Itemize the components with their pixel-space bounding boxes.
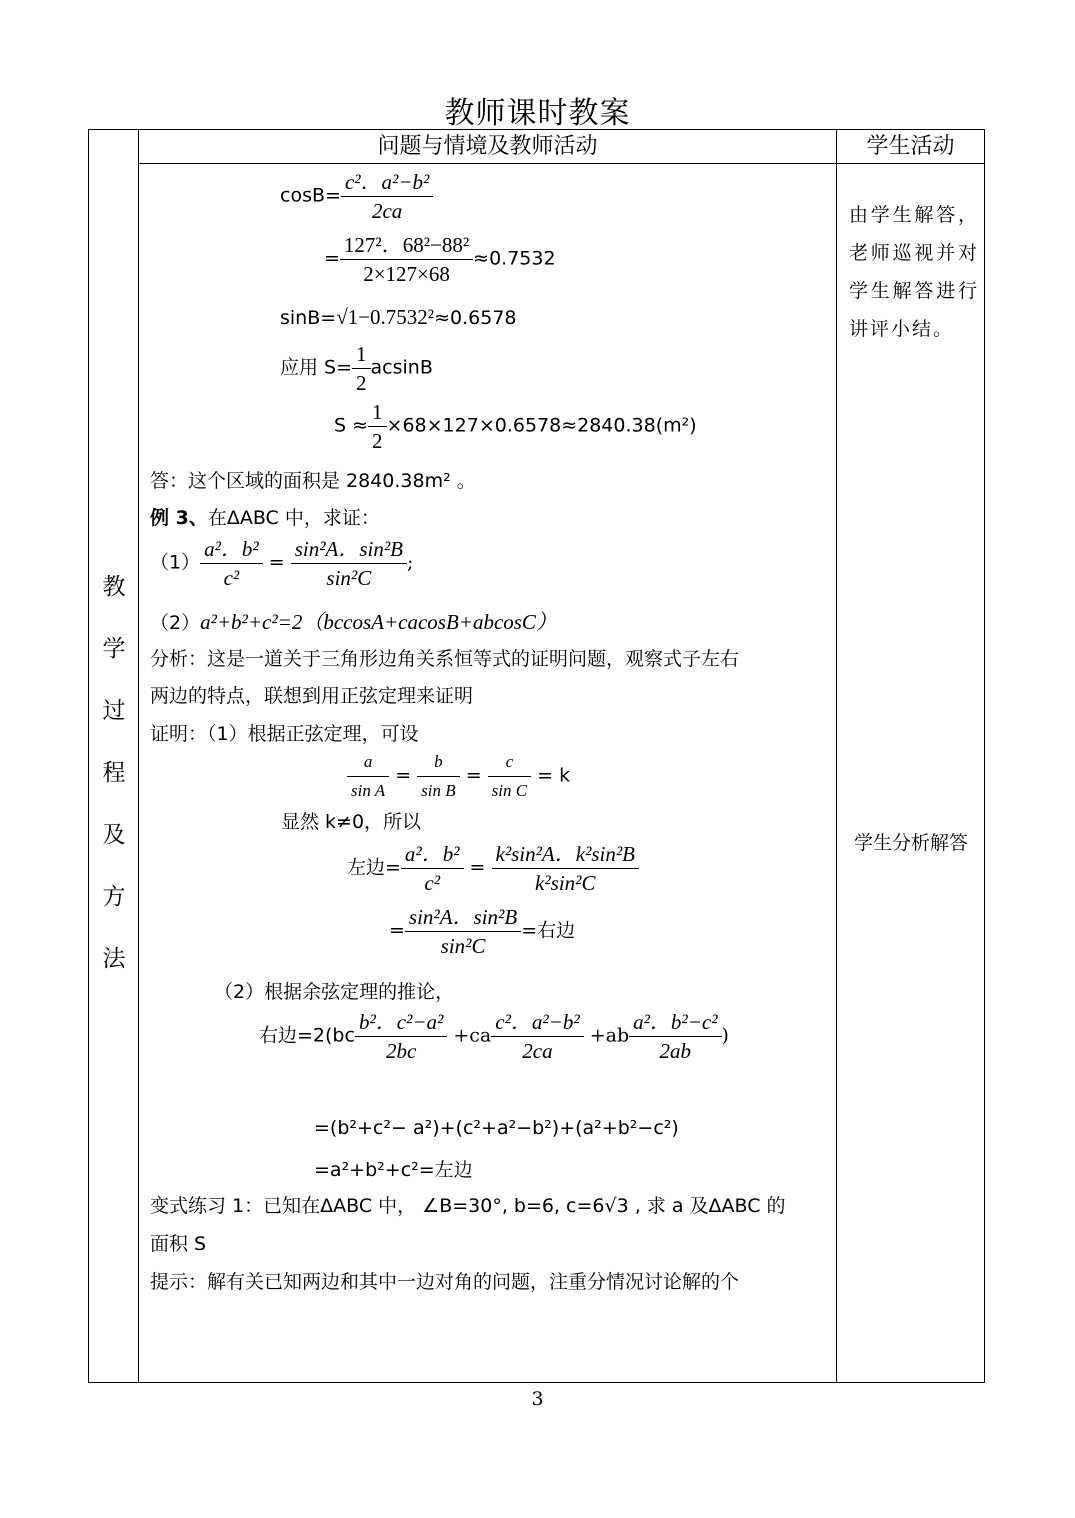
side-label [89,556,139,990]
sinb-formula: sinB=√1−0.7532²≈0.6578 [280,305,517,329]
cosb-formula: cosB= $\frac{\text{c²．a²−b²}}{2ca}$ [280,168,433,225]
lesson-table [88,129,985,1383]
equals-right-side: = $\frac{\text{sin²A．sin²B}}{\text{sin²C}}$ =右边 [389,905,576,958]
side-char: 学 [102,636,126,662]
side-char: 过 [102,698,126,724]
analysis-line-1: 分析：这是一道关于三角形边角关系恒等式的证明问题，观察式子左右 [150,648,740,670]
example3-title: 例 3、在ΔABC 中，求证： [150,507,380,529]
answer-line: 答：这个区域的面积是 2840.38m² 。 [150,470,476,492]
student-activity-1: 由学生解答，老师巡视并对学生解答进行讲评小结。 [849,204,979,340]
area-formula: 应用 S= $\frac{1}{2}$ acsinB [280,342,433,395]
header-main: 问题与情境及教师活动 [377,134,598,159]
left-side-derivation: 左边= $\frac{\text{a²．b²}}{\text{c²}}$ = $\frac{\text{k²sin²A．k²sin²B}}{\text{k²sin²C}}$ [347,840,639,897]
side-char: 及 [102,822,126,848]
sine-law-ratio: $\frac{a}{\text{sin A}}$ = $\frac{b}{\text{sin B}}$ = $\frac{c}{\text{sin C}}$ = k [347,748,570,805]
cosb-value: = $\frac{\text{127²．68²−88²}}{2\times 127\times 68}$ ≈0.7532 [324,233,556,286]
page-number: 3 [531,1388,544,1410]
student-activity-2: 学生分析解答 [853,832,968,854]
example3-part1: （1） $\frac{\text{a²．b²}}{\text{c²}}$ = $\frac{\text{sin²A．sin²B}}{\text{sin²C}}$ ; [150,537,414,590]
page-title: 教师课时教案 [444,96,631,131]
proof-line-2: （2）根据余弦定理的推论， [214,981,455,1003]
obvious-line: 显然 k≠0，所以 [281,811,422,833]
example3-part2: （2）a²+b²+c²=2（bccosA+cacosB+abcosC） [150,610,557,634]
analysis-line-2: 两边的特点，联想到用正弦定理来证明 [150,685,474,707]
side-char: 法 [102,946,126,972]
area-computation: S ≈ $\frac{1}{2}$ ×68×127×0.6578≈2840.38(m²) [334,400,697,453]
header-student: 学生活动 [866,134,955,159]
variant-exercise-line-2: 面积 S [150,1233,207,1255]
side-char: 方 [102,884,126,910]
hint-line: 提示：解有关已知两边和其中一边对角的问题，注重分情况讨论解的个 [150,1271,740,1293]
side-char: 程 [102,760,126,786]
student-column-divider [836,130,837,1382]
expansion-line-2: =a²+b²+c²=左边 [314,1159,473,1181]
expansion-line-1: =(b²+c²− a²)+(c²+a²−b²)+(a²+b²−c²) [314,1117,679,1139]
right-side-expansion: 右边=2(bc $\frac{\text{b²．c²−a²}}{2bc}$ +ca $\frac{\text{c²．a²−b²}}{2ca}$ +ab $\frac{\text{a²．b²−c²}}{2ab}$ ) [259,1010,729,1063]
proof-line-1: 证明：（1）根据正弦定理，可设 [150,723,419,745]
variant-exercise-line-1: 变式练习 1：已知在ΔABC 中， ∠B=30°, b=6, c=6√3 , 求 a 及ΔABC 的 [150,1195,786,1217]
side-char: 教 [102,574,126,600]
